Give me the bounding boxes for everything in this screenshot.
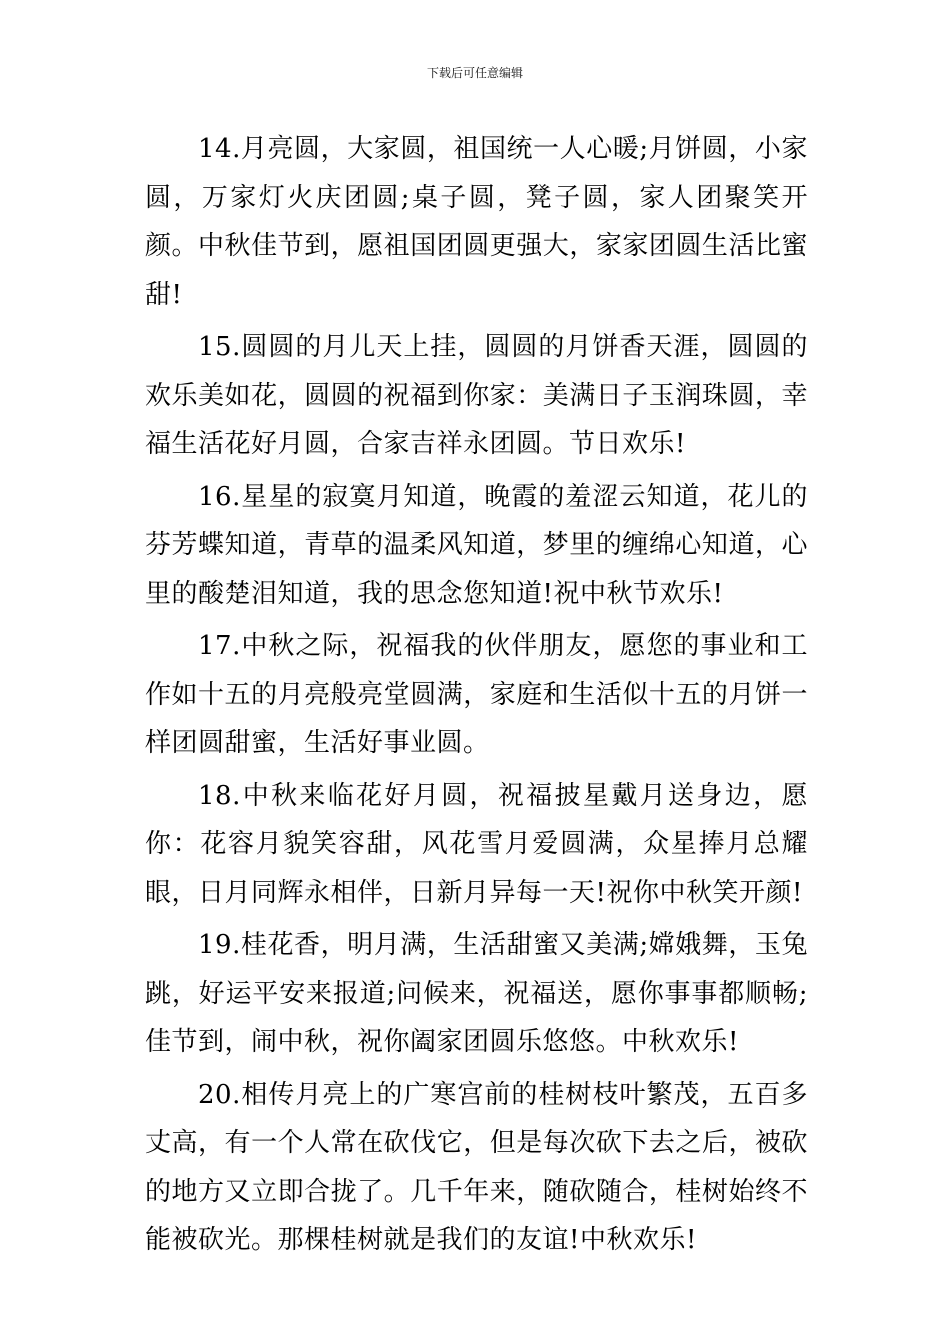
paragraph-15: 15.圆圆的月儿天上挂，圆圆的月饼香天涯，圆圆的欢乐美如花，圆圆的祝福到你家：美满日子玉润珠圆，幸福生活花好月圆，合家吉祥永团圆。节日欢乐!: [145, 332, 808, 459]
paragraph-19: 19.桂花香，明月满，生活甜蜜又美满;嫦娥舞，玉兔跳，好运平安来报道;问候来，祝福送，愿你事事都顺畅;佳节到，闹中秋，祝你阖家团圆乐悠悠。中秋欢乐!: [145, 930, 808, 1057]
paragraph-18: 18.中秋来临花好月圆，祝福披星戴月送身边，愿你：花容月貌笑容甜，风花雪月爱圆满，众星捧月总耀眼，日月同辉永相伴，日新月异每一天!祝你中秋笑开颜!: [145, 780, 808, 908]
paragraph-20: 20.相传月亮上的广寒宫前的桂树枝叶繁茂，五百多丈高，有一个人常在砍伐它，但是每次砍下去之后，被砍的地方又立即合拢了。几千年来，随砍随合，桂树始终不能被砍光。那棵桂树就是我们的友谊!中秋欢乐!: [145, 1079, 808, 1255]
paragraph-16: 16.星星的寂寞月知道，晚霞的羞涩云知道，花儿的芬芳蝶知道，青草的温柔风知道，梦里的缠绵心知道，心里的酸楚泪知道，我的思念您知道!祝中秋节欢乐!: [145, 481, 808, 609]
page-header-note: 下载后可任意编辑: [426, 66, 523, 80]
paragraph-17: 17.中秋之际，祝福我的伙伴朋友，愿您的事业和工作如十五的月亮般亮堂圆满，家庭和生活似十五的月饼一样团圆甜蜜，生活好事业圆。: [145, 631, 808, 758]
document-body: [145, 125, 808, 1269]
paragraph-14: 14.月亮圆，大家圆，祖国统一人心暖;月饼圆，小家圆，万家灯火庆团圆;桌子圆，凳子圆，家人团聚笑开颜。中秋佳节到，愿祖国团圆更强大，家家团圆生活比蜜甜!: [145, 134, 808, 310]
